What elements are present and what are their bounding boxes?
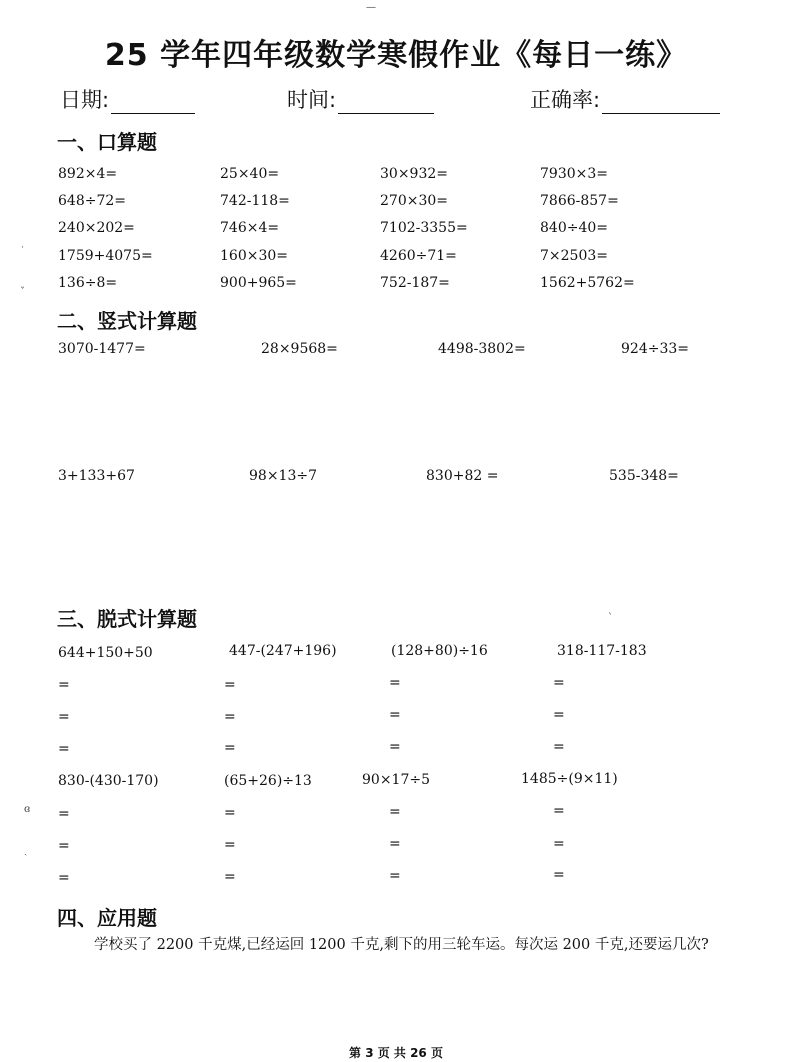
equals-sign: = <box>389 868 401 884</box>
equals-sign: = <box>58 709 70 725</box>
page-title: 25 学年四年级数学寒假作业《每日一练》 <box>104 38 688 73</box>
oral-item: 746×4= <box>220 220 280 236</box>
equals-sign: = <box>553 803 565 819</box>
oral-item: 160×30= <box>220 248 288 264</box>
section-oral-heading: 一、口算题 <box>57 130 157 154</box>
oral-item: 892×4= <box>58 166 118 182</box>
stepwise-item: 830-(430-170) <box>58 773 159 789</box>
oral-item: 4260÷71= <box>380 248 457 264</box>
section-stepwise-heading: 三、脱式计算题 <box>57 607 197 631</box>
accuracy-blank <box>602 93 720 114</box>
accuracy-field <box>530 84 720 114</box>
oral-item: 1759+4075= <box>58 248 153 264</box>
accuracy-label: 正确率: <box>530 88 601 112</box>
section-application-heading: 四、应用题 <box>57 906 157 930</box>
scan-mark: ˋ <box>608 613 613 624</box>
equals-sign: = <box>224 805 236 821</box>
scan-mark: ɞ <box>24 804 31 815</box>
stepwise-item: 644+150+50 <box>58 645 153 661</box>
date-blank <box>111 93 195 114</box>
vertical-item: 830+82 = <box>426 468 499 484</box>
section-vertical-heading: 二、竖式计算题 <box>57 309 197 333</box>
equals-sign: = <box>224 709 236 725</box>
equals-sign: = <box>553 707 565 723</box>
vertical-item: 535-348= <box>609 468 679 484</box>
scan-mark: ˏ <box>24 845 28 856</box>
oral-item: 30×932= <box>380 166 448 182</box>
equals-sign: = <box>224 740 236 756</box>
scan-mark: ˙ <box>20 246 25 257</box>
equals-sign: = <box>389 739 401 755</box>
word-problem-text: 学校买了 2200 千克煤,已经运回 1200 千克,剩下的用三轮车运。每次运 200 千克,还要运几次? <box>94 937 709 953</box>
scan-mark: ˇ <box>20 287 25 298</box>
equals-sign: = <box>389 707 401 723</box>
oral-item: 7×2503= <box>540 248 608 264</box>
oral-item: 240×202= <box>58 220 135 236</box>
date-field <box>60 84 195 114</box>
oral-item: 270×30= <box>380 193 448 209</box>
page-number: 第 3 页 共 26 页 <box>349 1046 443 1060</box>
vertical-item: 4498-3802= <box>438 341 526 357</box>
oral-item: 752-187= <box>380 275 450 291</box>
vertical-item: 924÷33= <box>621 341 689 357</box>
equals-sign: = <box>58 838 70 854</box>
time-label: 时间: <box>287 88 337 112</box>
equals-sign: = <box>58 741 70 757</box>
equals-sign: = <box>58 806 70 822</box>
stepwise-item: 1485÷(9×11) <box>521 771 618 787</box>
equals-sign: = <box>58 677 70 693</box>
equals-sign: = <box>224 837 236 853</box>
stepwise-item: 318-117-183 <box>557 643 647 659</box>
stepwise-item: 447-(247+196) <box>229 643 337 659</box>
vertical-item: 3070-1477= <box>58 341 146 357</box>
oral-item: 840÷40= <box>540 220 608 236</box>
oral-item: 648÷72= <box>58 193 126 209</box>
oral-item: 7930×3= <box>540 166 608 182</box>
time-field <box>287 84 434 114</box>
oral-item: 1562+5762= <box>540 275 635 291</box>
oral-item: 742-118= <box>220 193 290 209</box>
stepwise-item: (65+26)÷13 <box>224 773 312 789</box>
oral-item: 7102-3355= <box>380 220 468 236</box>
scan-mark: — <box>366 2 376 13</box>
oral-item: 136÷8= <box>58 275 118 291</box>
equals-sign: = <box>389 675 401 691</box>
equals-sign: = <box>553 836 565 852</box>
equals-sign: = <box>224 677 236 693</box>
date-label: 日期: <box>60 88 110 112</box>
equals-sign: = <box>553 739 565 755</box>
equals-sign: = <box>553 675 565 691</box>
equals-sign: = <box>389 836 401 852</box>
stepwise-item: 90×17÷5 <box>362 772 430 788</box>
vertical-item: 3+133+67 <box>58 468 135 484</box>
vertical-item: 98×13÷7 <box>249 468 317 484</box>
vertical-item: 28×9568= <box>261 341 338 357</box>
equals-sign: = <box>553 867 565 883</box>
oral-item: 7866-857= <box>540 193 619 209</box>
equals-sign: = <box>224 869 236 885</box>
oral-item: 900+965= <box>220 275 297 291</box>
equals-sign: = <box>58 870 70 886</box>
time-blank <box>338 93 434 114</box>
stepwise-item: (128+80)÷16 <box>391 643 488 659</box>
equals-sign: = <box>389 804 401 820</box>
oral-item: 25×40= <box>220 166 280 182</box>
